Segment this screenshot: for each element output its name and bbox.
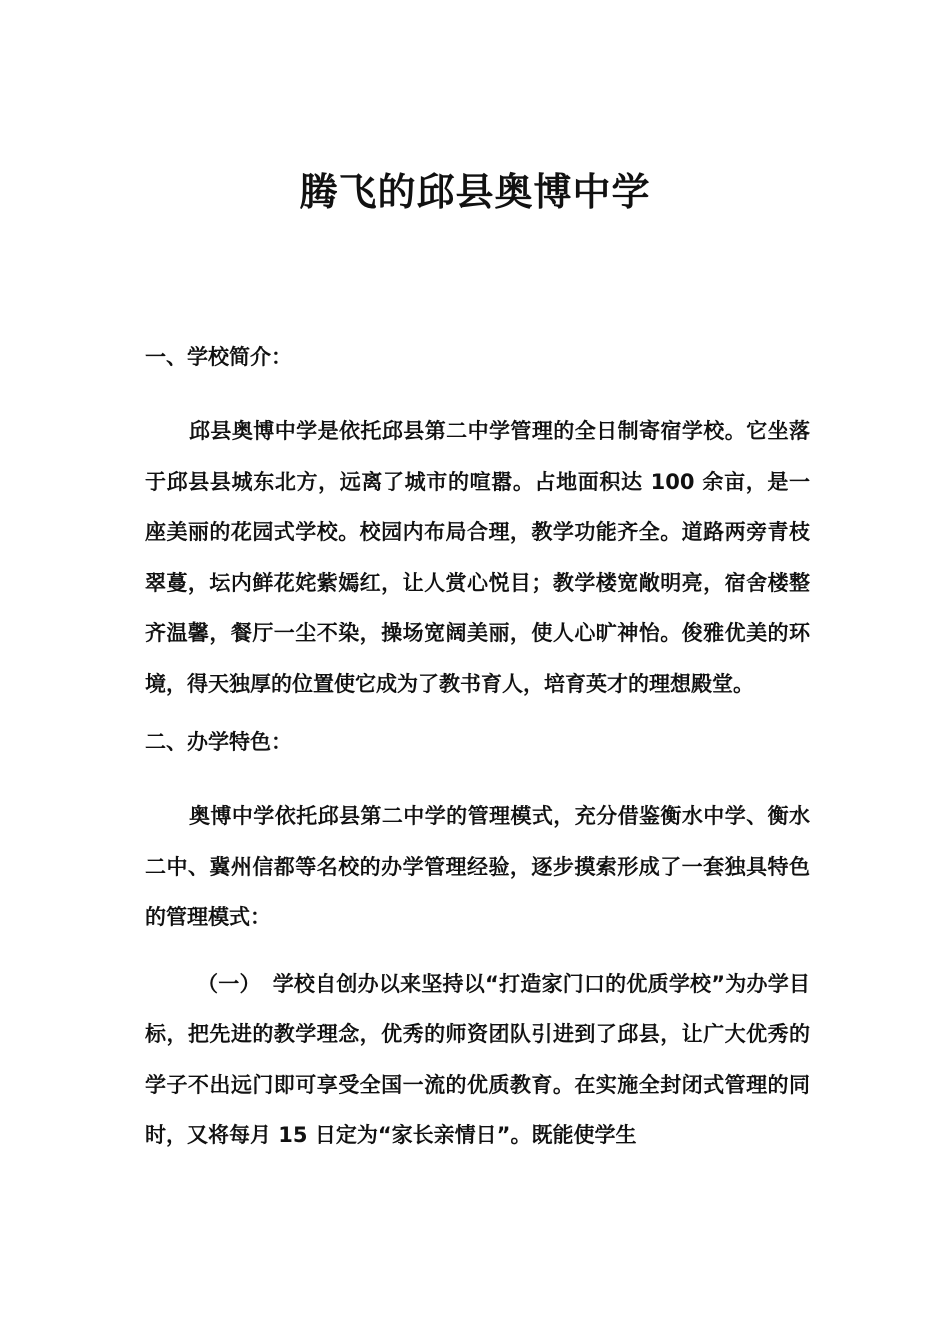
- section-heading-school-intro: 一、学校简介：: [145, 345, 292, 369]
- paragraph-features: 奥博中学依托邱县第二中学的管理模式，充分借鉴衡水中学、衡水二中、冀州信都等名校的办学管理经验，逐步摸索形成了一套独具特色的管理模式：: [145, 804, 810, 929]
- document-body: [145, 340, 810, 1177]
- paragraph-school-intro: 邱县奥博中学是依托邱县第二中学管理的全日制寄宿学校。它坐落于邱县县城东北方，远离了城市的喧嚣。占地面积达 100 余亩，是一座美丽的花园式学校。校园内布局合理，教学功能齐全。道路两旁青枝翠蔓，坛内鲜花姹紫嫣红，让人赏心悦目；教学楼宽敞明亮，宿舍楼整齐温馨，餐厅一尘不染，操场宽阔美丽，使人心旷神怡。俊雅优美的环境，得天独厚的位置使它成为了教书育人，培育英才的理想殿堂。: [145, 419, 810, 696]
- feature-item-number: （一）: [197, 971, 261, 996]
- section-heading-features: 二、办学特色：: [145, 730, 292, 754]
- feature-item-text: 学校自创办以来坚持以“打造家门口的优质学校”为办学目标，把先进的教学理念，优秀的师资团队引进到了邱县，让广大优秀的学子不出远门即可享受全国一流的优质教育。在实施全封闭式管理的同时，又将每月 15 日定为“家长亲情日”。既能使学生: [145, 971, 810, 1147]
- paragraph-feature-item-1: [145, 959, 810, 1161]
- document-title: 腾飞的邱县奥博中学: [299, 170, 651, 214]
